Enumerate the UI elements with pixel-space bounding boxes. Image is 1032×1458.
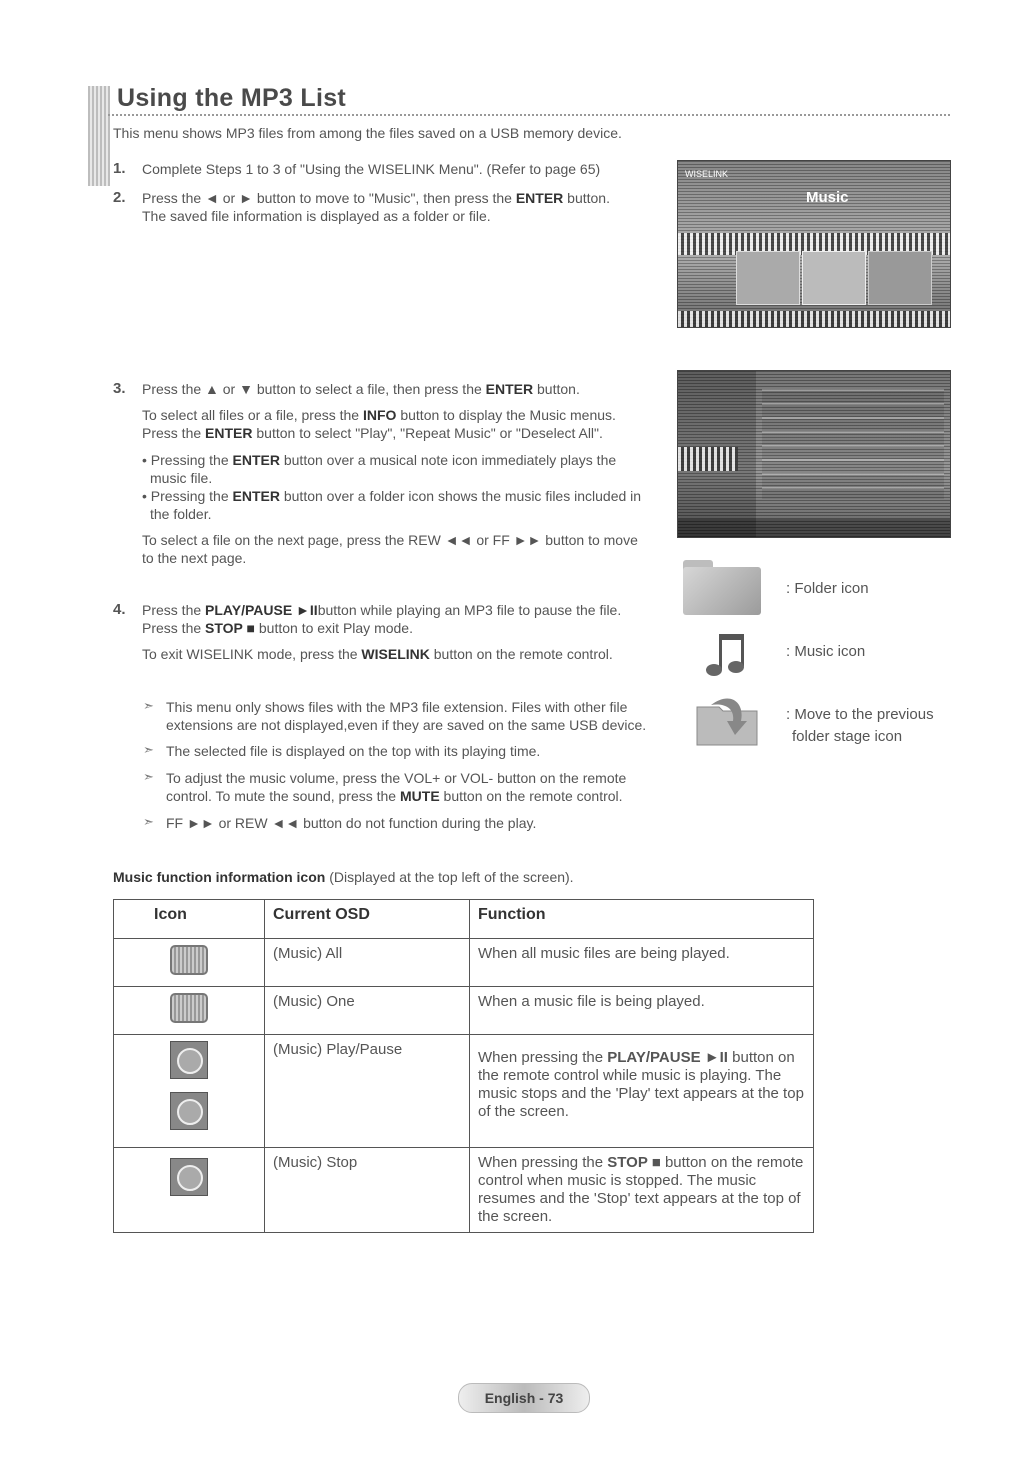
step-3-bullet-2: • Pressing the ENTER button over a folder icon shows the music files included in the folder. [142,488,642,522]
step-2-number: 2. [113,189,126,206]
osd-cell: (Music) All [265,939,470,987]
step-1-text: Complete Steps 1 to 3 of "Using the WISELINK Menu". (Refer to page 65) [142,161,601,177]
function-cell: When all music files are being played. [470,939,814,987]
folder-icon-label: : Folder icon [786,580,869,597]
screenshot-music-label: Music [806,189,849,206]
function-cell: When a music file is being played. [470,987,814,1035]
icon-cell [114,1035,265,1148]
screenshot-photo-tile [736,251,800,305]
step-3-number: 3. [113,380,126,397]
screenshot2-band [678,447,738,471]
screenshot-bottom-band [678,311,950,327]
table-row [114,1148,814,1233]
previous-folder-icon-label: : Move to the previous folder stage icon [786,706,934,745]
note-1-marker: ➣ [143,698,154,713]
function-cell: When pressing the STOP ■ button on the remote control when music is stopped. The music resumes and the 'Stop' text appears at the top of the screen. [470,1148,814,1233]
previous-folder-icon [693,695,765,749]
table-caption: Music function information icon (Displayed at the top left of the screen). [113,869,574,885]
note-2-marker: ➣ [143,742,154,757]
icon-cell [114,1148,265,1233]
pause-icon [170,1092,208,1130]
music-function-table [113,899,814,1233]
step-3-text: Press the ▲ or ▼ button to select a file, then press the ENTER button. [142,381,580,397]
music-menu-screenshot [677,160,951,328]
note-4-text: FF ►► or REW ◄◄ button do not function during the play. [166,815,537,831]
screenshot-music-tile [802,251,866,305]
screenshot-movie-tile [868,251,932,305]
header-current-osd: Current OSD [265,900,470,939]
step-4-exit-text: To exit WISELINK mode, press the WISELINK button on the remote control. [142,646,613,662]
note-3-text: To adjust the music volume, press the VOL+ or VOL- button on the remote control. To mute the sound, press the MUTE button on the remote control. [166,770,627,804]
osd-cell: (Music) One [265,987,470,1035]
step-3-bullet-1: • Pressing the ENTER button over a musical note icon immediately plays the music file. [142,452,617,486]
title-rule [108,114,950,116]
music-all-icon [170,945,208,975]
icon-cell [114,987,265,1035]
table-row [114,1035,814,1148]
step-2-text: Press the ◄ or ► button to move to "Music", then press the ENTER button. The saved file information is displayed as a folder or file. [142,190,610,224]
header-icon: Icon [114,900,265,939]
step-3-paragraph-1: To select all files or a file, press the INFO button to display the Music menus. Press the ENTER button to select "Play", "Repeat Music" or "Deselect All". [142,407,616,441]
play-icon [170,1041,208,1079]
page-title: Using the MP3 List [117,84,347,112]
table-row [114,987,814,1035]
music-icon [703,632,755,680]
title-bar-decoration [88,86,110,186]
function-cell: When pressing the PLAY/PAUSE ►II button on the remote control while music is playing. The music stops and the 'Play' text appears at the top of the screen. [470,1035,814,1148]
music-file-list-screenshot [677,370,951,538]
table-header-row [114,900,814,939]
osd-cell: (Music) Stop [265,1148,470,1233]
step-4-number: 4. [113,601,126,618]
stop-icon [170,1158,208,1196]
note-2-text: The selected file is displayed on the top with its playing time. [166,743,541,759]
note-4-marker: ➣ [143,814,154,829]
osd-cell: (Music) Play/Pause [265,1035,470,1148]
table-row [114,939,814,987]
step-4-text: Press the PLAY/PAUSE ►IIbutton while playing an MP3 file to pause the file. Press the STOP ■ button to exit Play mode. [142,602,622,636]
screenshot-corner-label: WISELINK [685,169,729,179]
screenshot2-footer [678,519,950,537]
step-3-paragraph-3: To select a file on the next page, press the REW ◄◄ or FF ►► button to move to the next page. [142,532,638,566]
icon-cell [114,939,265,987]
folder-icon [683,567,761,615]
step-1-number: 1. [113,160,126,177]
screenshot2-file-list [762,389,944,499]
header-function: Function [470,900,814,939]
music-one-icon [170,993,208,1023]
music-icon-label: : Music icon [786,643,866,660]
page-number-badge: English - 73 [458,1383,590,1413]
note-1-text: This menu only shows files with the MP3 file extension. Files with other file extensions are not displayed,even if they are saved on the same USB device. [166,699,647,733]
note-3-marker: ➣ [143,769,154,784]
intro-text: This menu shows MP3 files from among the files saved on a USB memory device. [113,125,622,141]
